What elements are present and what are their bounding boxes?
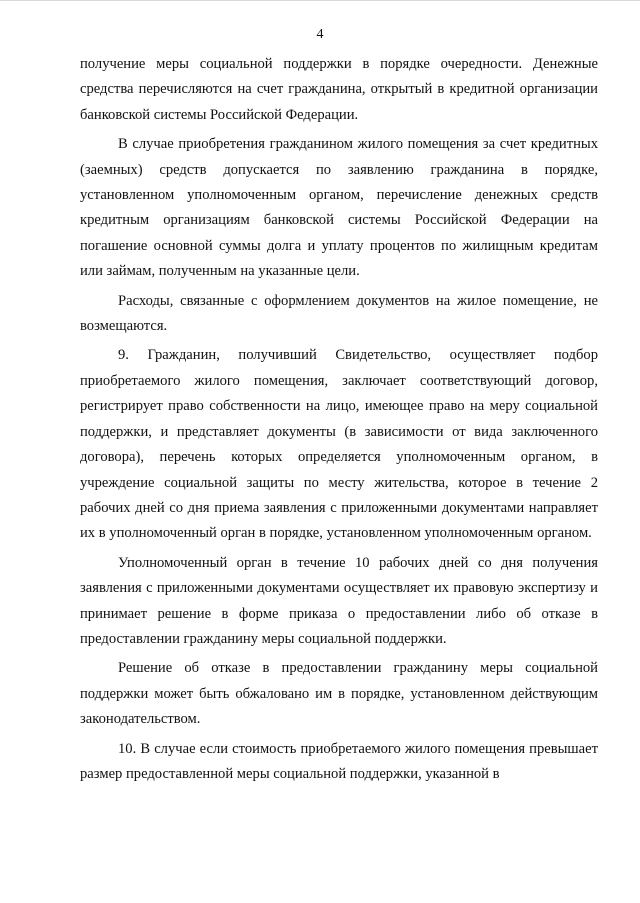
- page-number: 4: [316, 27, 324, 42]
- paragraph-continuation: получение меры социальной поддержки в порядке очередности. Денежные средства перечисляются на счет гражданина, открытый в кредитной организации банковской системы Российской Федерации.: [80, 56, 598, 123]
- paragraph-appeal: Решение об отказе в предоставлении гражданину меры социальной поддержки может быть обжаловано им в порядке, установленном действующим законодательством.: [80, 660, 598, 728]
- paragraph-authority-review: Уполномоченный орган в течение 10 рабочих дней со дня получения заявления с приложенными документами осуществляет их правовую экспертизу и принимает решение в форме приказа о предоставлении либо об отказе в предоставлении гражданину меры социальной поддержки.: [80, 554, 598, 647]
- paragraph-credit-funds: В случае приобретения гражданином жилого помещения за счет кредитных (заемных) средств допускается по заявлению гражданина в порядке, установленном уполномоченным органом, перечисление денежных средств кредитным организациям банковской системы Российской Федерации на погашение основной суммы долга и уплату процентов по жилищным кредитам или займам, полученным на указанные цели.: [80, 136, 598, 280]
- paragraph-expenses: Расходы, связанные с оформлением документов на жилое помещение, не возмещаются.: [80, 292, 598, 335]
- document-body: [80, 52, 598, 787]
- paragraph-item-9: 9. Гражданин, получивший Свидетельство, осуществляет подбор приобретаемого жилого помещения, заключает соответствующий договор, регистрирует право собственности на лицо, имеющее право на меру социальной поддержки, и представляет документы (в зависимости от вида заключенного договора), перечень которых определяется уполномоченным органом, в учреждение социальной защиты по месту жительства, которое в течение 2 рабочих дней со дня приема заявления с приложенными документами направляет их в уполномоченный орган в порядке, установленном уполномоченным органом.: [80, 347, 598, 542]
- paragraph-item-10: 10. В случае если стоимость приобретаемого жилого помещения превышает размер предоставленной меры социальной поддержки, указанной в: [80, 740, 598, 782]
- scan-top-edge: [0, 0, 640, 1]
